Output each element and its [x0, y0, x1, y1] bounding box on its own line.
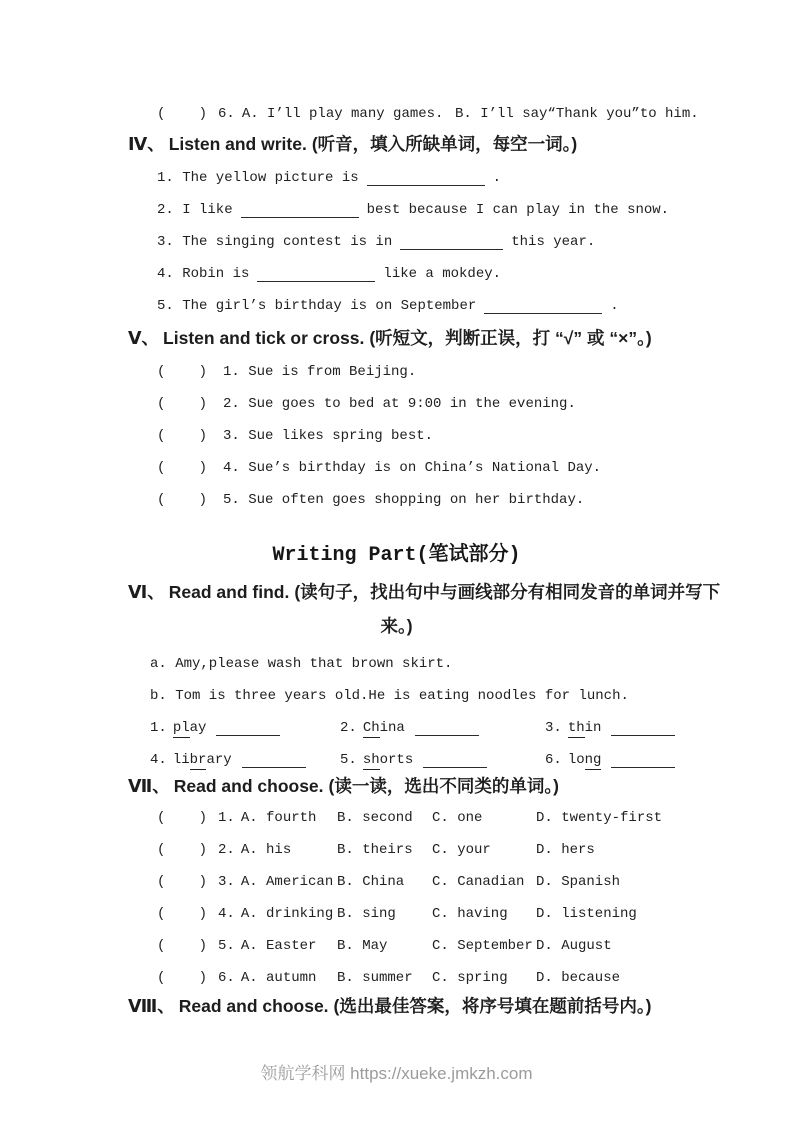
- choice-row-1: [157, 799, 793, 831]
- item-pre-text: 3. The singing contest is in: [157, 234, 393, 250]
- option-b: B. summer: [337, 970, 413, 986]
- section-numeral: Ⅶ、: [128, 776, 170, 796]
- bracket-open: (: [157, 938, 166, 954]
- answer-blank: [367, 170, 485, 186]
- bracket-open: (: [157, 106, 166, 122]
- answer-bracket: [157, 810, 207, 826]
- answer-bracket: [157, 460, 207, 476]
- section-title-en: Listen and tick or cross.: [163, 328, 365, 348]
- item-pre-text: 5. The girl’s birthday is on September: [157, 298, 477, 314]
- answer-bracket: [157, 428, 207, 444]
- option-a: 1. A. fourth: [218, 810, 317, 826]
- answer-blank: [484, 298, 602, 314]
- statement-text: 3. Sue likes spring best.: [223, 428, 434, 444]
- fill-blank-item-5: [157, 287, 793, 319]
- question-number: 4.: [218, 906, 235, 922]
- section-v-heading: [128, 325, 793, 351]
- option-b: B. theirs: [337, 842, 413, 858]
- question-number: 4.: [150, 752, 167, 768]
- phonics-row-2: [150, 741, 793, 773]
- answer-bracket: [157, 396, 207, 412]
- section-title-zh-line1: (读句子，找出句中与画线部分有相同发音的单词并写下: [294, 582, 721, 602]
- statement-text: 4. Sue’s birthday is on China’s National Day.: [223, 460, 602, 476]
- target-word: thin: [567, 720, 602, 736]
- target-word: China: [362, 720, 405, 736]
- target-word: shorts: [362, 752, 414, 768]
- item-pre-text: 1. The yellow picture is: [157, 170, 359, 186]
- item-pre-text: 4. Robin is: [157, 266, 250, 282]
- bracket-close: ): [198, 906, 207, 922]
- answer-blank: [611, 752, 675, 768]
- answer-blank: [257, 266, 375, 282]
- answer-bracket: [157, 906, 207, 922]
- option-c: C. September: [432, 938, 533, 954]
- phonics-item-5: [340, 752, 545, 768]
- fill-blank-item-2: [157, 191, 793, 223]
- bracket-open: (: [157, 906, 166, 922]
- fill-blank-item-3: [157, 223, 793, 255]
- bracket-open: (: [157, 364, 166, 380]
- answer-bracket: [157, 970, 207, 986]
- site-watermark: 领航学科网 https://xueke.jmkzh.com: [260, 1064, 533, 1083]
- section-numeral: Ⅴ、: [128, 328, 160, 348]
- underlined-letters: sh: [362, 752, 380, 768]
- section-numeral: Ⅵ、: [128, 582, 165, 602]
- statement-text: 1. Sue is from Beijing.: [223, 364, 417, 380]
- question-number: 5.: [340, 752, 357, 768]
- option-d: D. hers: [536, 842, 595, 858]
- choice-row-3: [157, 863, 793, 895]
- option-a: 5. A. Easter: [218, 938, 317, 954]
- bracket-close: ): [198, 492, 207, 508]
- option-d: D. August: [536, 938, 612, 954]
- option-a: 3. A. American: [218, 874, 334, 890]
- bracket-open: (: [157, 874, 166, 890]
- writing-part-title: Writing Part(笔试部分): [272, 544, 521, 567]
- bracket-close: ): [198, 970, 207, 986]
- target-word: library: [172, 752, 232, 768]
- underlined-letters: ng: [584, 752, 602, 768]
- answer-blank: [242, 752, 306, 768]
- tick-cross-item-5: [157, 481, 793, 513]
- section-viii-heading: [128, 993, 793, 1019]
- underlined-letters: th: [567, 720, 585, 736]
- question-number: 6.: [218, 970, 235, 986]
- tick-cross-item-3: [157, 417, 793, 449]
- phonics-item-6: [545, 752, 793, 768]
- bracket-open: (: [157, 492, 166, 508]
- answer-bracket: [157, 874, 207, 890]
- item-post-text: this year.: [511, 234, 596, 250]
- item-pre-text: 2. I like: [157, 202, 233, 218]
- question-number: 2.: [340, 720, 357, 736]
- option-d: D. Spanish: [536, 874, 621, 890]
- option-a: 2. A. his: [218, 842, 292, 858]
- underlined-letters: Ch: [362, 720, 380, 736]
- item-post-text: .: [610, 298, 619, 314]
- statement-text: 5. Sue often goes shopping on her birthday.: [223, 492, 585, 508]
- section-vii-heading: [128, 773, 793, 799]
- option-b: B. sing: [337, 906, 396, 922]
- phonics-row-1: [150, 709, 793, 741]
- tick-cross-item-1: [157, 353, 793, 385]
- option-d: D. twenty-first: [536, 810, 663, 826]
- bracket-open: (: [157, 396, 166, 412]
- target-word: play: [172, 720, 207, 736]
- example-sentence-b: b. Tom is three years old.He is eating noodles for lunch.: [150, 688, 629, 704]
- target-word: long: [567, 752, 602, 768]
- question-6-row: [157, 106, 793, 122]
- bracket-close: ): [198, 428, 207, 444]
- option-d: D. because: [536, 970, 621, 986]
- answer-bracket: [157, 106, 207, 122]
- section-title-zh: (读一读，选出不同类的单词。): [328, 776, 559, 796]
- answer-blank: [415, 720, 479, 736]
- option-c: C. one: [432, 810, 483, 826]
- example-sentence-a: a. Amy,please wash that brown skirt.: [150, 656, 453, 672]
- phonics-item-4: [150, 752, 340, 768]
- choice-row-4: [157, 895, 793, 927]
- item-post-text: best because I can play in the snow.: [366, 202, 670, 218]
- choice-row-6: [157, 959, 793, 991]
- bracket-close: ): [198, 874, 207, 890]
- bracket-open: (: [157, 970, 166, 986]
- answer-blank: [400, 234, 503, 250]
- bracket-close: ): [198, 106, 207, 122]
- question-number: 5.: [218, 938, 235, 954]
- option-c: C. your: [432, 842, 491, 858]
- tick-cross-item-4: [157, 449, 793, 481]
- section-numeral: Ⅷ、: [128, 996, 175, 1016]
- section-numeral: Ⅳ、: [128, 134, 165, 154]
- option-b: B. second: [337, 810, 413, 826]
- item-post-text: like a mokdey.: [383, 266, 502, 282]
- question-number: 1.: [150, 720, 167, 736]
- option-a: [207, 106, 455, 122]
- bracket-close: ): [198, 396, 207, 412]
- bracket-close: ): [198, 938, 207, 954]
- option-a: 4. A. drinking: [218, 906, 334, 922]
- answer-bracket: [157, 842, 207, 858]
- underlined-letters: br: [189, 752, 207, 768]
- option-b: B. May: [337, 938, 388, 954]
- phonics-item-3: [545, 720, 793, 736]
- option-a-text: A. I’ll play many games.: [241, 106, 444, 122]
- answer-blank: [611, 720, 675, 736]
- section-title-en: Read and find.: [168, 582, 290, 602]
- bracket-close: ): [198, 842, 207, 858]
- fill-blank-item-1: [157, 159, 793, 191]
- question-number: 1.: [218, 810, 235, 826]
- option-a: 6. A. autumn: [218, 970, 317, 986]
- bracket-close: ): [198, 460, 207, 476]
- option-b: B. China: [337, 874, 405, 890]
- answer-bracket: [157, 364, 207, 380]
- bracket-open: (: [157, 428, 166, 444]
- phonics-item-1: [150, 720, 340, 736]
- section-title-en: Read and choose.: [173, 776, 324, 796]
- bracket-open: (: [157, 842, 166, 858]
- option-c: C. having: [432, 906, 508, 922]
- bracket-close: ): [198, 364, 207, 380]
- question-number: 2.: [218, 842, 235, 858]
- statement-text: 2. Sue goes to bed at 9:00 in the evening.: [223, 396, 576, 412]
- question-number: 6.: [218, 106, 235, 122]
- bracket-open: (: [157, 460, 166, 476]
- option-b-text: B. I’ll say“Thank you”to him.: [455, 106, 699, 122]
- answer-blank: [423, 752, 487, 768]
- phonics-item-2: [340, 720, 545, 736]
- option-c: C. Canadian: [432, 874, 525, 890]
- tick-cross-item-2: [157, 385, 793, 417]
- option-c: C. spring: [432, 970, 508, 986]
- section-title-zh: (选出最佳答案，将序号填在题前括号内。): [333, 996, 652, 1016]
- underlined-letters: pl: [172, 720, 190, 736]
- answer-bracket: [157, 938, 207, 954]
- bracket-close: ): [198, 810, 207, 826]
- choice-row-5: [157, 927, 793, 959]
- section-title-en: Read and choose.: [178, 996, 329, 1016]
- choice-row-2: [157, 831, 793, 863]
- section-title-en: Listen and write.: [168, 134, 307, 154]
- section-title-zh: (听音，填入所缺单词，每空一词。): [311, 134, 578, 154]
- section-iv-heading: [128, 131, 793, 157]
- section-title-zh: (听短文，判断正误，打 “√” 或 “×”。): [369, 328, 652, 348]
- answer-blank: [241, 202, 359, 218]
- section-title-zh-line2: 来。): [380, 616, 413, 636]
- answer-bracket: [157, 492, 207, 508]
- question-number: 3.: [218, 874, 235, 890]
- option-d: D. listening: [536, 906, 637, 922]
- section-vi-heading: [128, 579, 793, 605]
- bracket-open: (: [157, 810, 166, 826]
- fill-blank-item-4: [157, 255, 793, 287]
- answer-blank: [216, 720, 280, 736]
- question-number: 6.: [545, 752, 562, 768]
- item-post-text: .: [492, 170, 502, 186]
- question-number: 3.: [545, 720, 562, 736]
